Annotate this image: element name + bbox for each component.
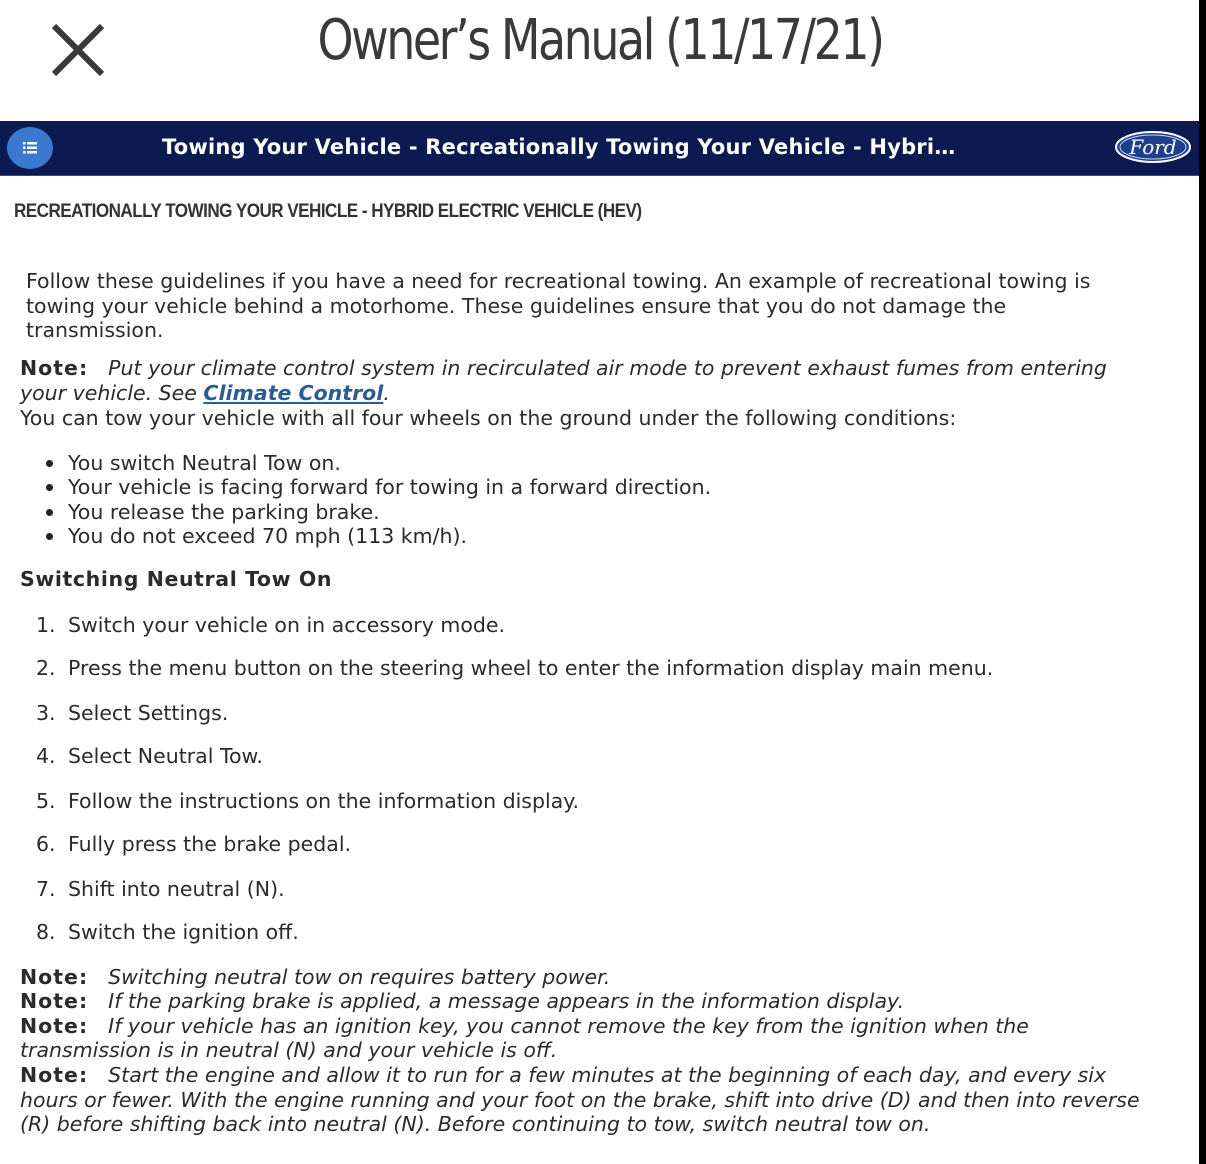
list-item: You release the parking brake. bbox=[20, 500, 711, 524]
note-text: transmission is in neutral (N) and your vehicle is off. bbox=[20, 1038, 558, 1062]
list-item: 7. Shift into neutral (N). bbox=[36, 877, 285, 901]
section-heading: RECREATIONALLY TOWING YOUR VEHICLE - HYBRID ELECTRIC VEHICLE (HEV) bbox=[14, 201, 642, 222]
list-item: You switch Neutral Tow on. bbox=[20, 451, 711, 475]
topic-title: Towing Your Vehicle - Recreationally Towing Your Vehicle - Hybri… bbox=[162, 135, 956, 159]
note-text: your vehicle. See bbox=[20, 381, 204, 405]
intro-line: transmission. bbox=[26, 318, 164, 342]
bullet-dot bbox=[46, 460, 53, 467]
close-icon bbox=[48, 20, 108, 80]
ford-logo-text: Ford bbox=[1129, 135, 1177, 159]
list-item: 1. Switch your vehicle on in accessory mode. bbox=[36, 613, 506, 637]
app-title: Owner’s Manual (11/17/21) bbox=[317, 8, 883, 73]
note-text: Start the engine and allow it to run for a few minutes at the beginning of each day, and every six bbox=[108, 1063, 1107, 1087]
close-button[interactable] bbox=[48, 20, 108, 80]
list-item: 6. Fully press the brake pedal. bbox=[36, 832, 352, 856]
note-label: Note: bbox=[20, 356, 89, 380]
conditions-list bbox=[20, 451, 711, 548]
note-label: Note: bbox=[20, 1063, 89, 1087]
list-item: 3. Select Settings. bbox=[36, 701, 229, 725]
note bbox=[20, 1063, 1180, 1088]
conditions-intro: You can tow your vehicle with all four wheels on the ground under the following conditions: bbox=[20, 406, 957, 430]
climate-control-link[interactable]: Climate Control bbox=[203, 381, 384, 405]
note-text: hours or fewer. With the engine running and your foot on the brake, shift into drive (D) and then into reverse bbox=[20, 1088, 1140, 1112]
intro-line: towing your vehicle behind a motorhome. These guidelines ensure that you do not damage the bbox=[26, 293, 1007, 318]
toc-menu-button[interactable] bbox=[7, 127, 53, 169]
subheading: Switching Neutral Tow On bbox=[20, 567, 333, 591]
bullet-dot bbox=[46, 533, 53, 540]
ford-logo bbox=[1114, 130, 1192, 164]
topic-navbar bbox=[0, 121, 1199, 176]
list-item: 4. Select Neutral Tow. bbox=[36, 744, 263, 768]
note-text: (R) before shifting back into neutral (N). Before continuing to tow, switch neutral tow on. bbox=[20, 1112, 931, 1136]
window-edge bbox=[1199, 0, 1206, 1164]
note-label: Note: bbox=[20, 989, 89, 1013]
note bbox=[20, 356, 1180, 381]
bullet-dot bbox=[46, 509, 53, 516]
note-continued bbox=[20, 1038, 1180, 1063]
note bbox=[20, 1014, 1180, 1039]
bullet-dot bbox=[46, 484, 53, 491]
list-item: 2. Press the menu button on the steering wheel to enter the information display main menu. bbox=[36, 656, 994, 680]
list-item: 8. Switch the ignition off. bbox=[36, 920, 299, 944]
list-item: 5. Follow the instructions on the information display. bbox=[36, 789, 579, 813]
note-label: Note: bbox=[20, 965, 89, 989]
note-continued bbox=[20, 1112, 1180, 1137]
note-text: . bbox=[383, 381, 390, 405]
intro-line: Follow these guidelines if you have a need for recreational towing. An example of recreational towing is bbox=[26, 269, 1091, 293]
list-menu-icon bbox=[7, 127, 53, 169]
list-item: Your vehicle is facing forward for towing in a forward direction. bbox=[20, 475, 711, 499]
note bbox=[20, 989, 1180, 1014]
list-item: You do not exceed 70 mph (113 km/h). bbox=[20, 524, 711, 548]
note-text: If your vehicle has an ignition key, you cannot remove the key from the ignition when the bbox=[108, 1014, 1029, 1038]
note-continued bbox=[20, 1088, 1180, 1113]
note-continued bbox=[20, 381, 1180, 406]
note bbox=[20, 965, 1180, 990]
intro-paragraph bbox=[26, 269, 1176, 343]
note-text: If the parking brake is applied, a message appears in the information display. bbox=[108, 989, 905, 1013]
note-label: Note: bbox=[20, 1014, 89, 1038]
note-text: Switching neutral tow on requires battery power. bbox=[108, 965, 611, 989]
note-text: Put your climate control system in recirculated air mode to prevent exhaust fumes from entering bbox=[108, 356, 1107, 380]
app-header bbox=[0, 0, 1199, 121]
